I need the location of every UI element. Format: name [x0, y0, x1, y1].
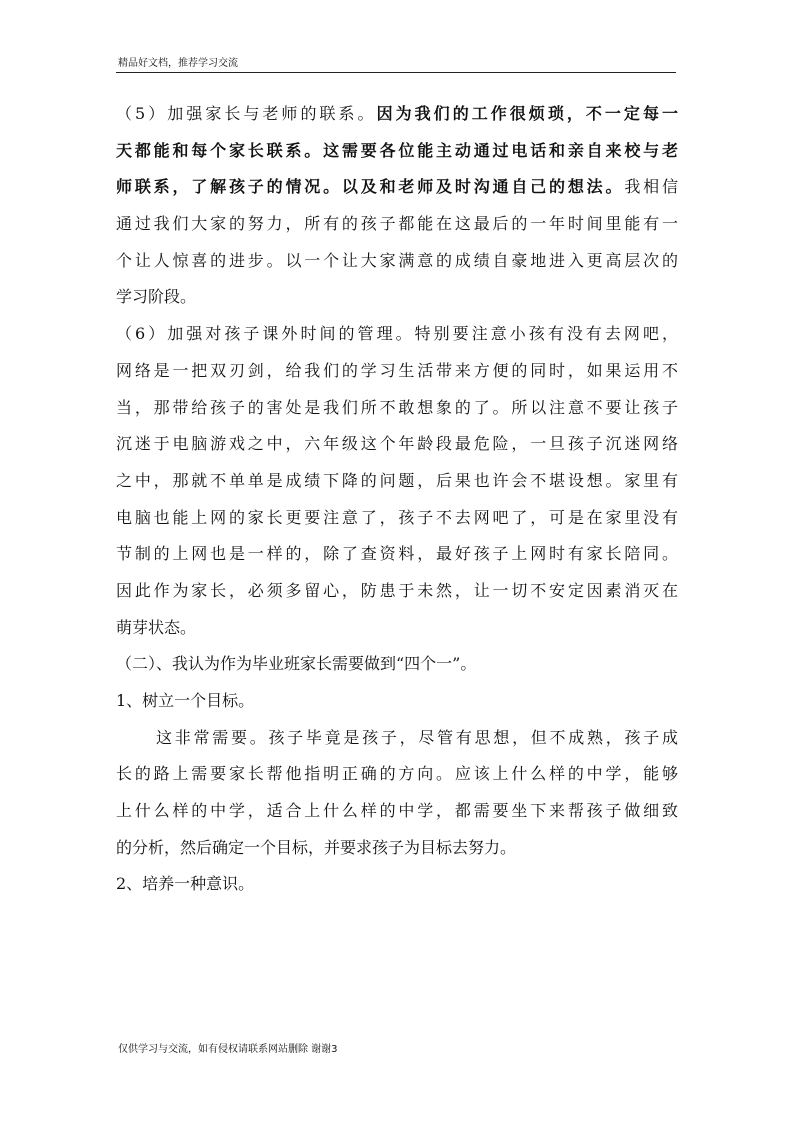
document-body	[116, 96, 678, 903]
paragraph-6-line: （6）加强对孩子课外时间的管理。特别要注意小孩有没有去网吧，	[116, 324, 678, 344]
item-1-body-line: 的分析，然后确定一个目标，并要求孩子为目标去努力。	[116, 837, 517, 857]
header-divider	[116, 72, 676, 73]
paragraph-5-bold-text: 师联系，了解孩子的情况。以及和老师及时沟通自己的想法。	[116, 177, 625, 197]
paragraph-6-line: 节制的上网也是一样的，除了查资料，最好孩子上网时有家长陪同。	[116, 544, 678, 564]
page-footer: 仅供学习与交流，如有侵权请联系网站删除 谢谢3	[118, 1044, 338, 1055]
item-2-heading: 2、培养一种意识。	[116, 874, 255, 894]
paragraph-5-line: 通过我们大家的努力，所有的孩子都能在这最后的一年时间里能有一	[116, 214, 678, 234]
paragraph-6-line: 之中，那就不单单是成绩下降的问题，后果也许会不堪设想。家里有	[116, 470, 678, 490]
paragraph-5-bold-text: 因为我们的工作很烦琐，不一定每一	[376, 104, 678, 123]
paragraph-6-line: 沉迷于电脑游戏之中，六年级这个年龄段最危险，一旦孩子沉迷网络	[116, 434, 678, 454]
paragraph-5-line: 学习阶段。	[116, 287, 197, 307]
item-1-body-line: 上什么样的中学，适合上什么样的中学，都需要坐下来帮孩子做细致	[116, 801, 678, 821]
paragraph-6-line: 因此作为家长，必须多留心，防患于未然，让一切不安定因素消灭在	[116, 580, 678, 600]
paragraph-6-line: 当，那带给孩子的害处是我们所不敢想象的了。所以注意不要让孩子	[116, 397, 678, 417]
item-1-body-line: 长的路上需要家长帮他指明正确的方向。应该上什么样的中学，能够	[116, 764, 678, 784]
page-header: 精品好文档，推荐学习交流	[118, 58, 238, 69]
section-2-heading: （二）、我认为作为毕业班家长需要做到“四个一”。	[116, 654, 477, 674]
paragraph-5-line	[116, 169, 678, 206]
paragraph-5-text: 我相信	[624, 177, 678, 197]
paragraph-6-line: 电脑也能上网的家长更要注意了，孩子不去网吧了，可是在家里没有	[116, 507, 678, 527]
item-1-heading: 1、树立一个目标。	[116, 691, 255, 710]
paragraph-6-line: 网络是一把双刃剑，给我们的学习生活带来方便的同时，如果运用不	[116, 360, 678, 380]
paragraph-5-line: 个让人惊喜的进步。以一个让大家满意的成绩自豪地进入更高层次的	[116, 250, 678, 270]
paragraph-5-line	[116, 96, 678, 133]
paragraph-5-line: 天都能和每个家长联系。这需要各位能主动通过电话和亲自来校与老	[116, 140, 678, 160]
paragraph-6-line: 萌芽状态。	[116, 617, 197, 637]
paragraph-5-label: （5）加强家长与老师的联系。	[116, 104, 377, 123]
item-1-body-line: 这非常需要。孩子毕竟是孩子，尽管有思想，但不成熟，孩子成	[156, 727, 678, 747]
